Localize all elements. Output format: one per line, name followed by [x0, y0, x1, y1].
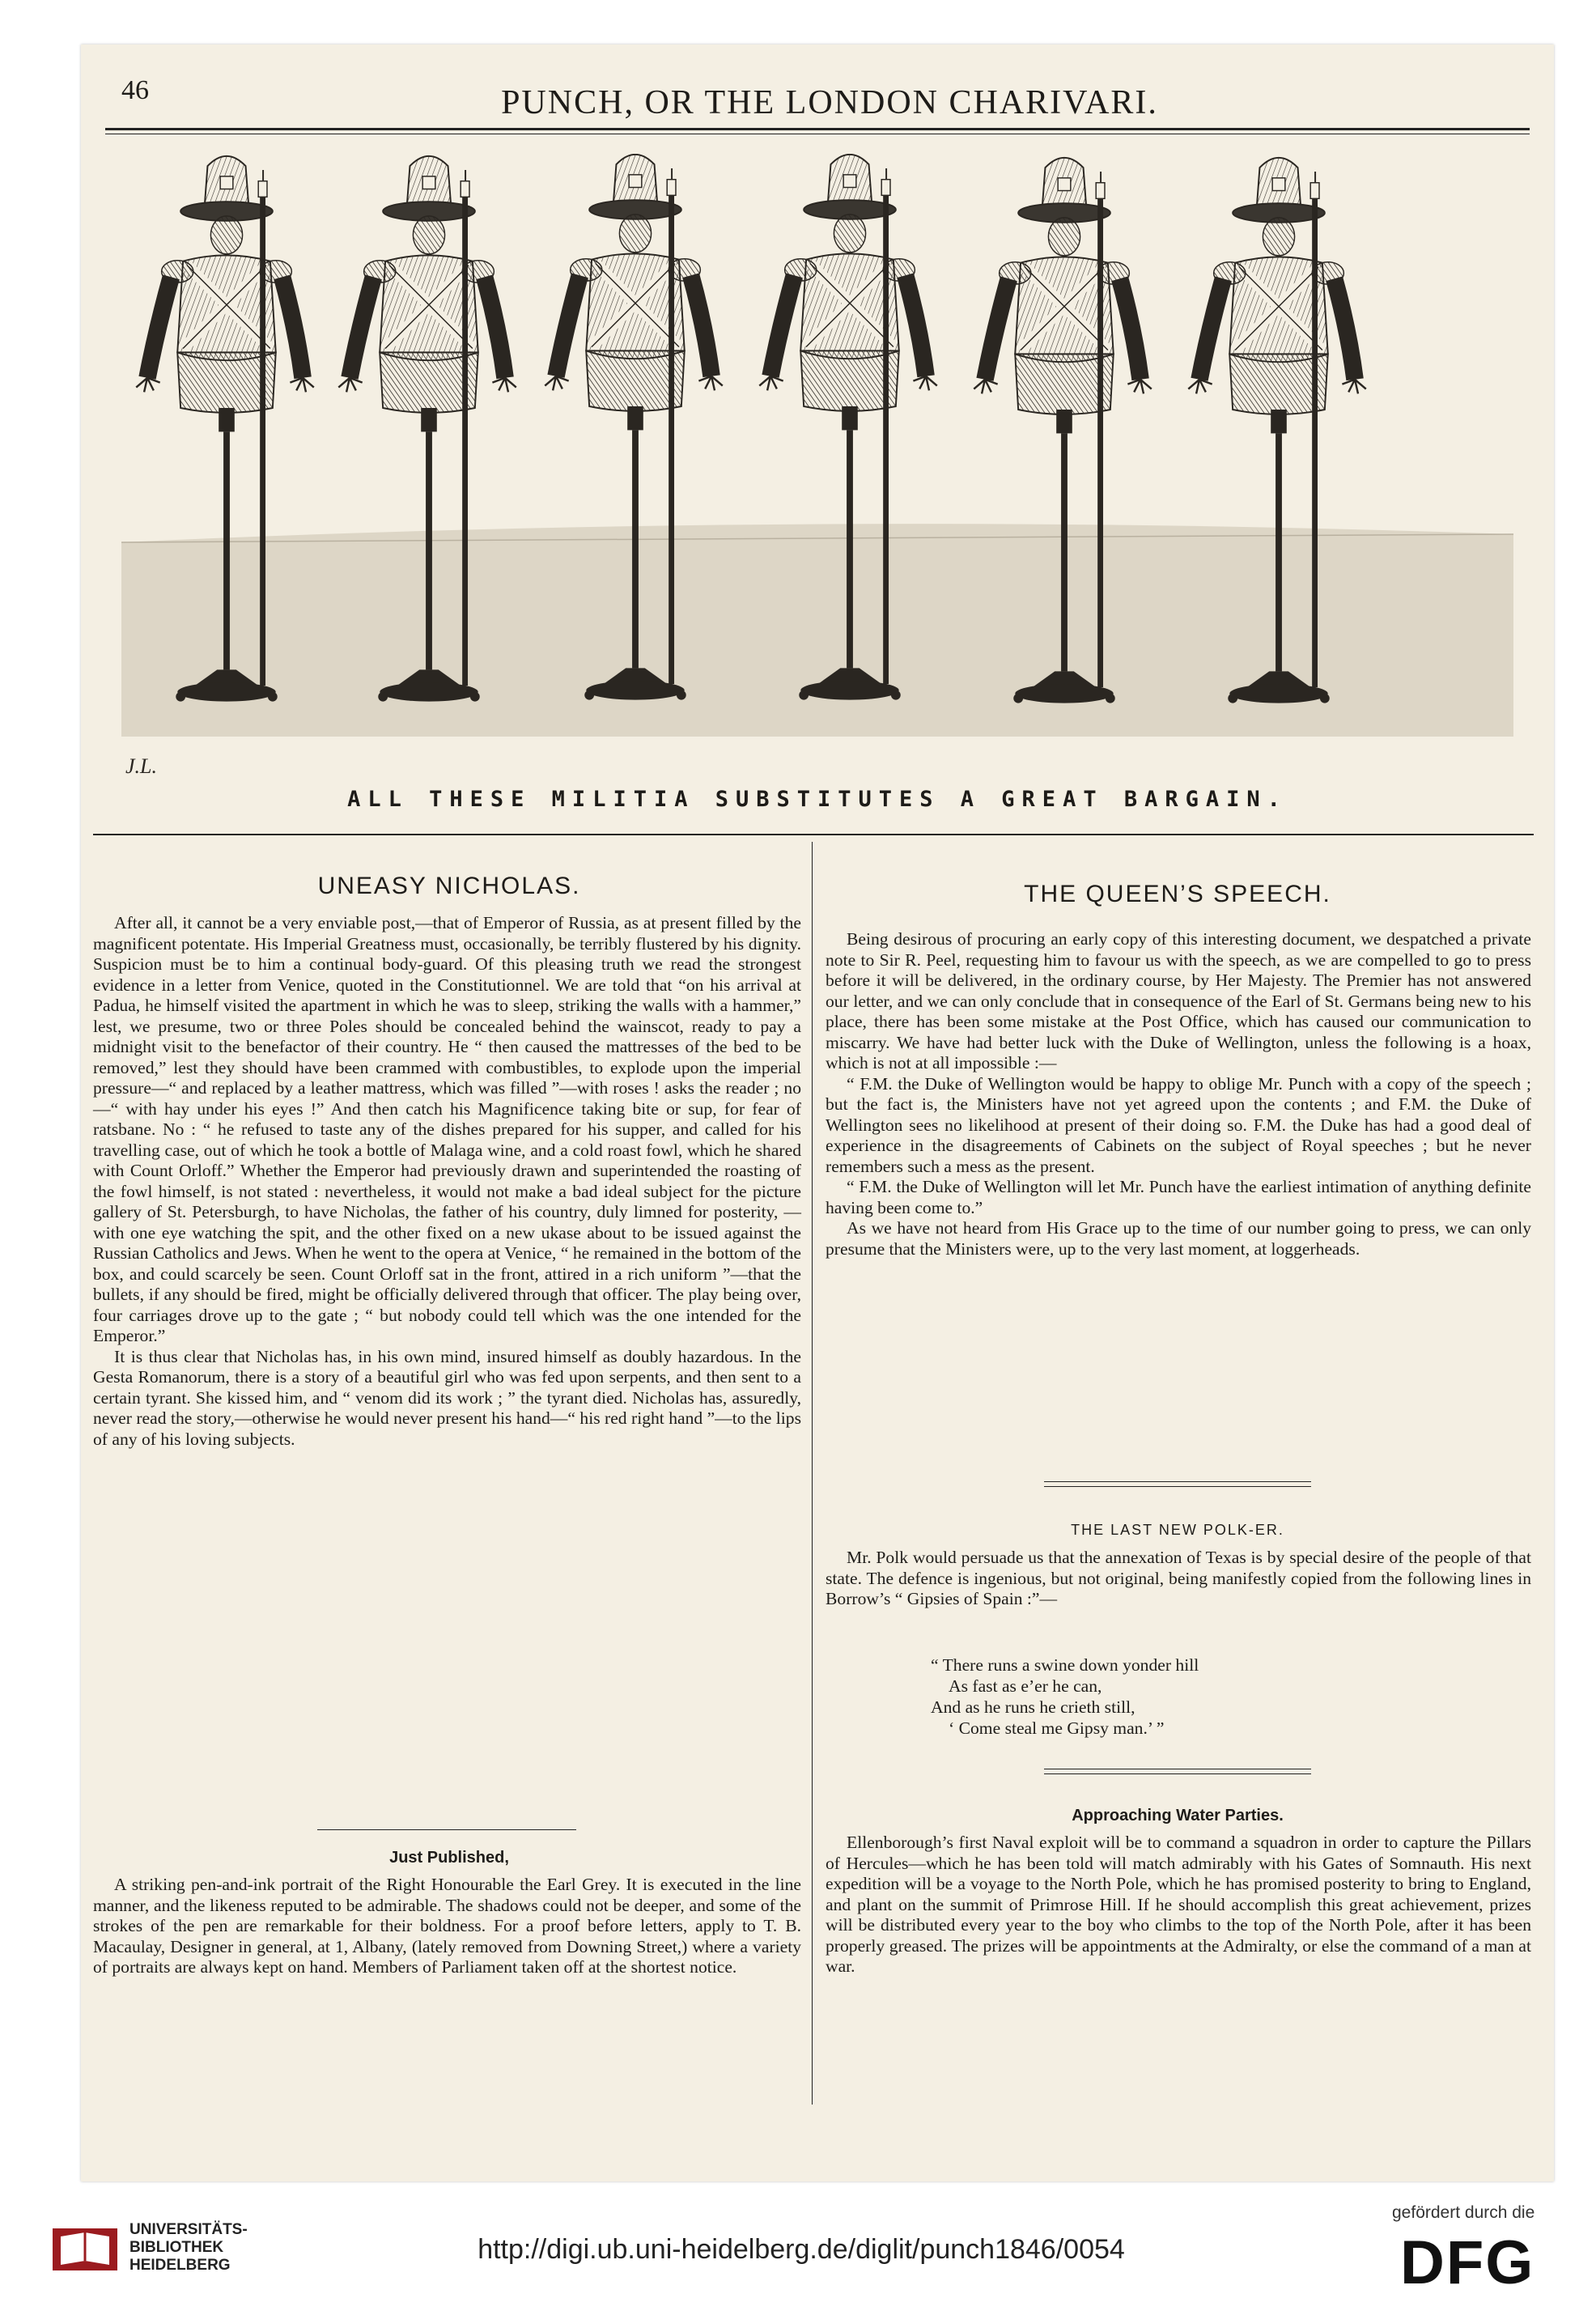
article-water-parties [826, 1833, 1531, 1977]
library-name-line: BIBLIOTHEK [129, 2239, 224, 2256]
paragraph: Mr. Polk would persuade us that the annexation of Texas is by special desire of the people of that state. The defence is ingenious, but not original, being manifestly copied from the following lines in Borrow’s “ Gipsies of Spain :”— [826, 1548, 1531, 1608]
cartoon-illustration [105, 154, 1530, 785]
double-rule [1044, 1481, 1311, 1487]
paragraph: “ F.M. the Duke of Wellington would be happy to oblige Mr. Punch with a copy of the speech ; but the fact is, the Ministers have not yet agreed upon the contents ; and F.M. the Duke of Wellington sees no likelihood at present of their doing so. F.M. the Duke has had a good deal of experience in the disagreements of Cabinets on the subject of Royal speeches ; but he never remembers such a mess as the present. [826, 1073, 1531, 1176]
source-url-link[interactable]: http://digi.ub.uni-heidelberg.de/diglit/punch1846/0054 [478, 2234, 1125, 2265]
cartoon-caption: ALL THESE MILITIA SUBSTITUTES A GREAT BARGAIN. [347, 787, 1288, 812]
notice-title: Just Published, [389, 1849, 509, 1867]
library-name-line: UNIVERSITÄTS- [129, 2221, 248, 2238]
verse-line: As fast as e’er he can, [949, 1676, 1102, 1696]
article-title-queens-speech: THE QUEEN’S SPEECH. [1024, 881, 1331, 907]
paragraph: “ F.M. the Duke of Wellington will let Mr. Punch have the earliest intimation of anything definite having been come to.” [826, 1177, 1531, 1217]
paragraph: As we have not heard from His Grace up to the time of our number going to press, we can only presume that the Ministers were, up to the very last moment, at loggerheads. [826, 1218, 1531, 1259]
page-number: 46 [121, 75, 149, 105]
article-title-uneasy-nicholas: UNEASY NICHOLAS. [317, 873, 581, 899]
notice-just-published [93, 1875, 801, 1978]
article-title-water-parties: Approaching Water Parties. [1072, 1807, 1284, 1824]
article-title-polk: THE LAST NEW POLK-ER. [1071, 1522, 1284, 1538]
paragraph: Being desirous of procuring an early copy of this interesting document, we despatched a private note to Sir R. Peel, requesting him to favour us with the speech, as we are compelled to go to press before it will be delivered, in the ordinary course, by Her Majesty. The Premier has not answered our letter, and we can only conclude that in consequence of the Earl of St. Germans being new to his place, there has been some mistake at the Post Office, which has caused our communication to miscarry. We have had better luck with the Duke of Wellington, unless the following is a hoax, which is not at all impossible :— [826, 929, 1531, 1073]
column-divider [812, 842, 813, 2105]
paragraph: After all, it cannot be a very enviable post,—that of Emperor of Russia, as at present filled by the magnificent potentate. His Imperial Greatness must, occasionally, be terribly flustered by his dignity. Suspicion must be to him a continual body-guard. Of this pleasing truth we read the strongest evidence in a letter from Venice, quoted in the Constitutionnel. We are told that “on his arrival at Padua, he himself visited the apartment in which he was to sleep, striking the walls with a hammer,” lest, we presume, two or three Poles should be concealed behind the wainscot, ready to pay a midnight visit to the benefactor of their country. He “ then caused the mattresses of the bed to be removed,” lest they should have been crammed with combustibles, to explode upon the imperial pressure—“ and replaced by a leather mattress, which was filled ”—with roses ! asks the reader ; no—“ with hay under his eyes !” And then catch his Magnificence taking bite or sup, for fear of ratsbane. No : “ he refused to taste any of the dishes prepared for his supper, and called for his travelling case, out of which he took a bottle of Malaga wine, and a cold roast fowl, which he shared with Count Orloff.” Whether the Emperor had previously drawn and superintended the roasting of the fowl himself, is not stated : nevertheless, it would not make a bad ideal subject for the picture gallery of St. Petersburgh, to have Nicholas, the father of his country, duly limned for posterity, —with one eye watching the spit, and the other fixed on a new ukase about to be issued against the Russian Catholics and Jews. When he went to the opera at Venice, “ he remained in the bottom of the box, and could scarcely be seen. Count Orloff sat in the front, attired in a rich uniform ”—that the bullets, if any should be fired, might be officially delivered through that officer. The play being over, four carriages drove up to the gate ; “ but nobody could tell which was the one intended for the Emperor.” [93, 913, 801, 1345]
short-rule [317, 1829, 576, 1830]
funded-by-label: gefördert durch die [1392, 2203, 1535, 2222]
article-polk [826, 1548, 1531, 1610]
dfg-logo: DFG [1400, 2228, 1535, 2297]
article-queens-speech [826, 929, 1531, 1259]
double-rule [1044, 1769, 1311, 1774]
section-rule [93, 834, 1534, 835]
paragraph: Ellenborough’s first Naval exploit will be to command a squadron in order to capture the Pillars of Hercules—which he has been told will match admirably with his Gates of Somnauth. His next expedition will be a voyage to the North Pole, which he has promised posterity to bring to England, and plant on the summit of Primrose Hill. If he should accomplish this great achievement, prizes will be distributed every year to the boy who climbs to the top of the North Pole, after it has been properly greased. The prizes will be appointments at the Admiralty, or else the command of a man at war. [826, 1833, 1531, 1976]
paragraph: It is thus clear that Nicholas has, in his own mind, insured himself as doubly hazardous. In the Gesta Romanorum, there is a story of a beautiful girl who was fed upon serpents, and then sent to a certain tyrant. She kissed him, and “ venom did its work ; ” the tyrant died. Nicholas has, assuredly, never read the story,—otherwise he would never present his hand—“ his red right hand ”—to the lips of any of his loving subjects. [93, 1346, 801, 1449]
verse-line: “ There runs a swine down yonder hill [931, 1655, 1199, 1675]
library-name-line: HEIDELBERG [129, 2257, 231, 2274]
paragraph: A striking pen-and-ink portrait of the Right Honourable the Earl Grey. It is executed in the line manner, and the likeness reputed to be admirable. The shadows could not be deeper, and some of the strokes of the pen are remarkable for their boldness. For a proof before letters, apply to T. B. Macaulay, Designer in general, at 1, Albany, (lately removed from Downing Street,) where a variety of portraits are always kept on hand. Members of Parliament taken off at the shortest notice. [93, 1875, 801, 1977]
artist-signature: J.L. [125, 754, 157, 778]
library-logo-icon [49, 2220, 121, 2277]
header-rule [105, 128, 1530, 130]
article-uneasy-nicholas [93, 913, 801, 1450]
verse-line: ‘ Come steal me Gipsy man.’ ” [949, 1718, 1165, 1738]
verse [931, 1654, 1199, 1739]
running-head: PUNCH, OR THE LONDON CHARIVARI. [501, 84, 1158, 121]
verse-line: And as he runs he crieth still, [931, 1697, 1135, 1717]
